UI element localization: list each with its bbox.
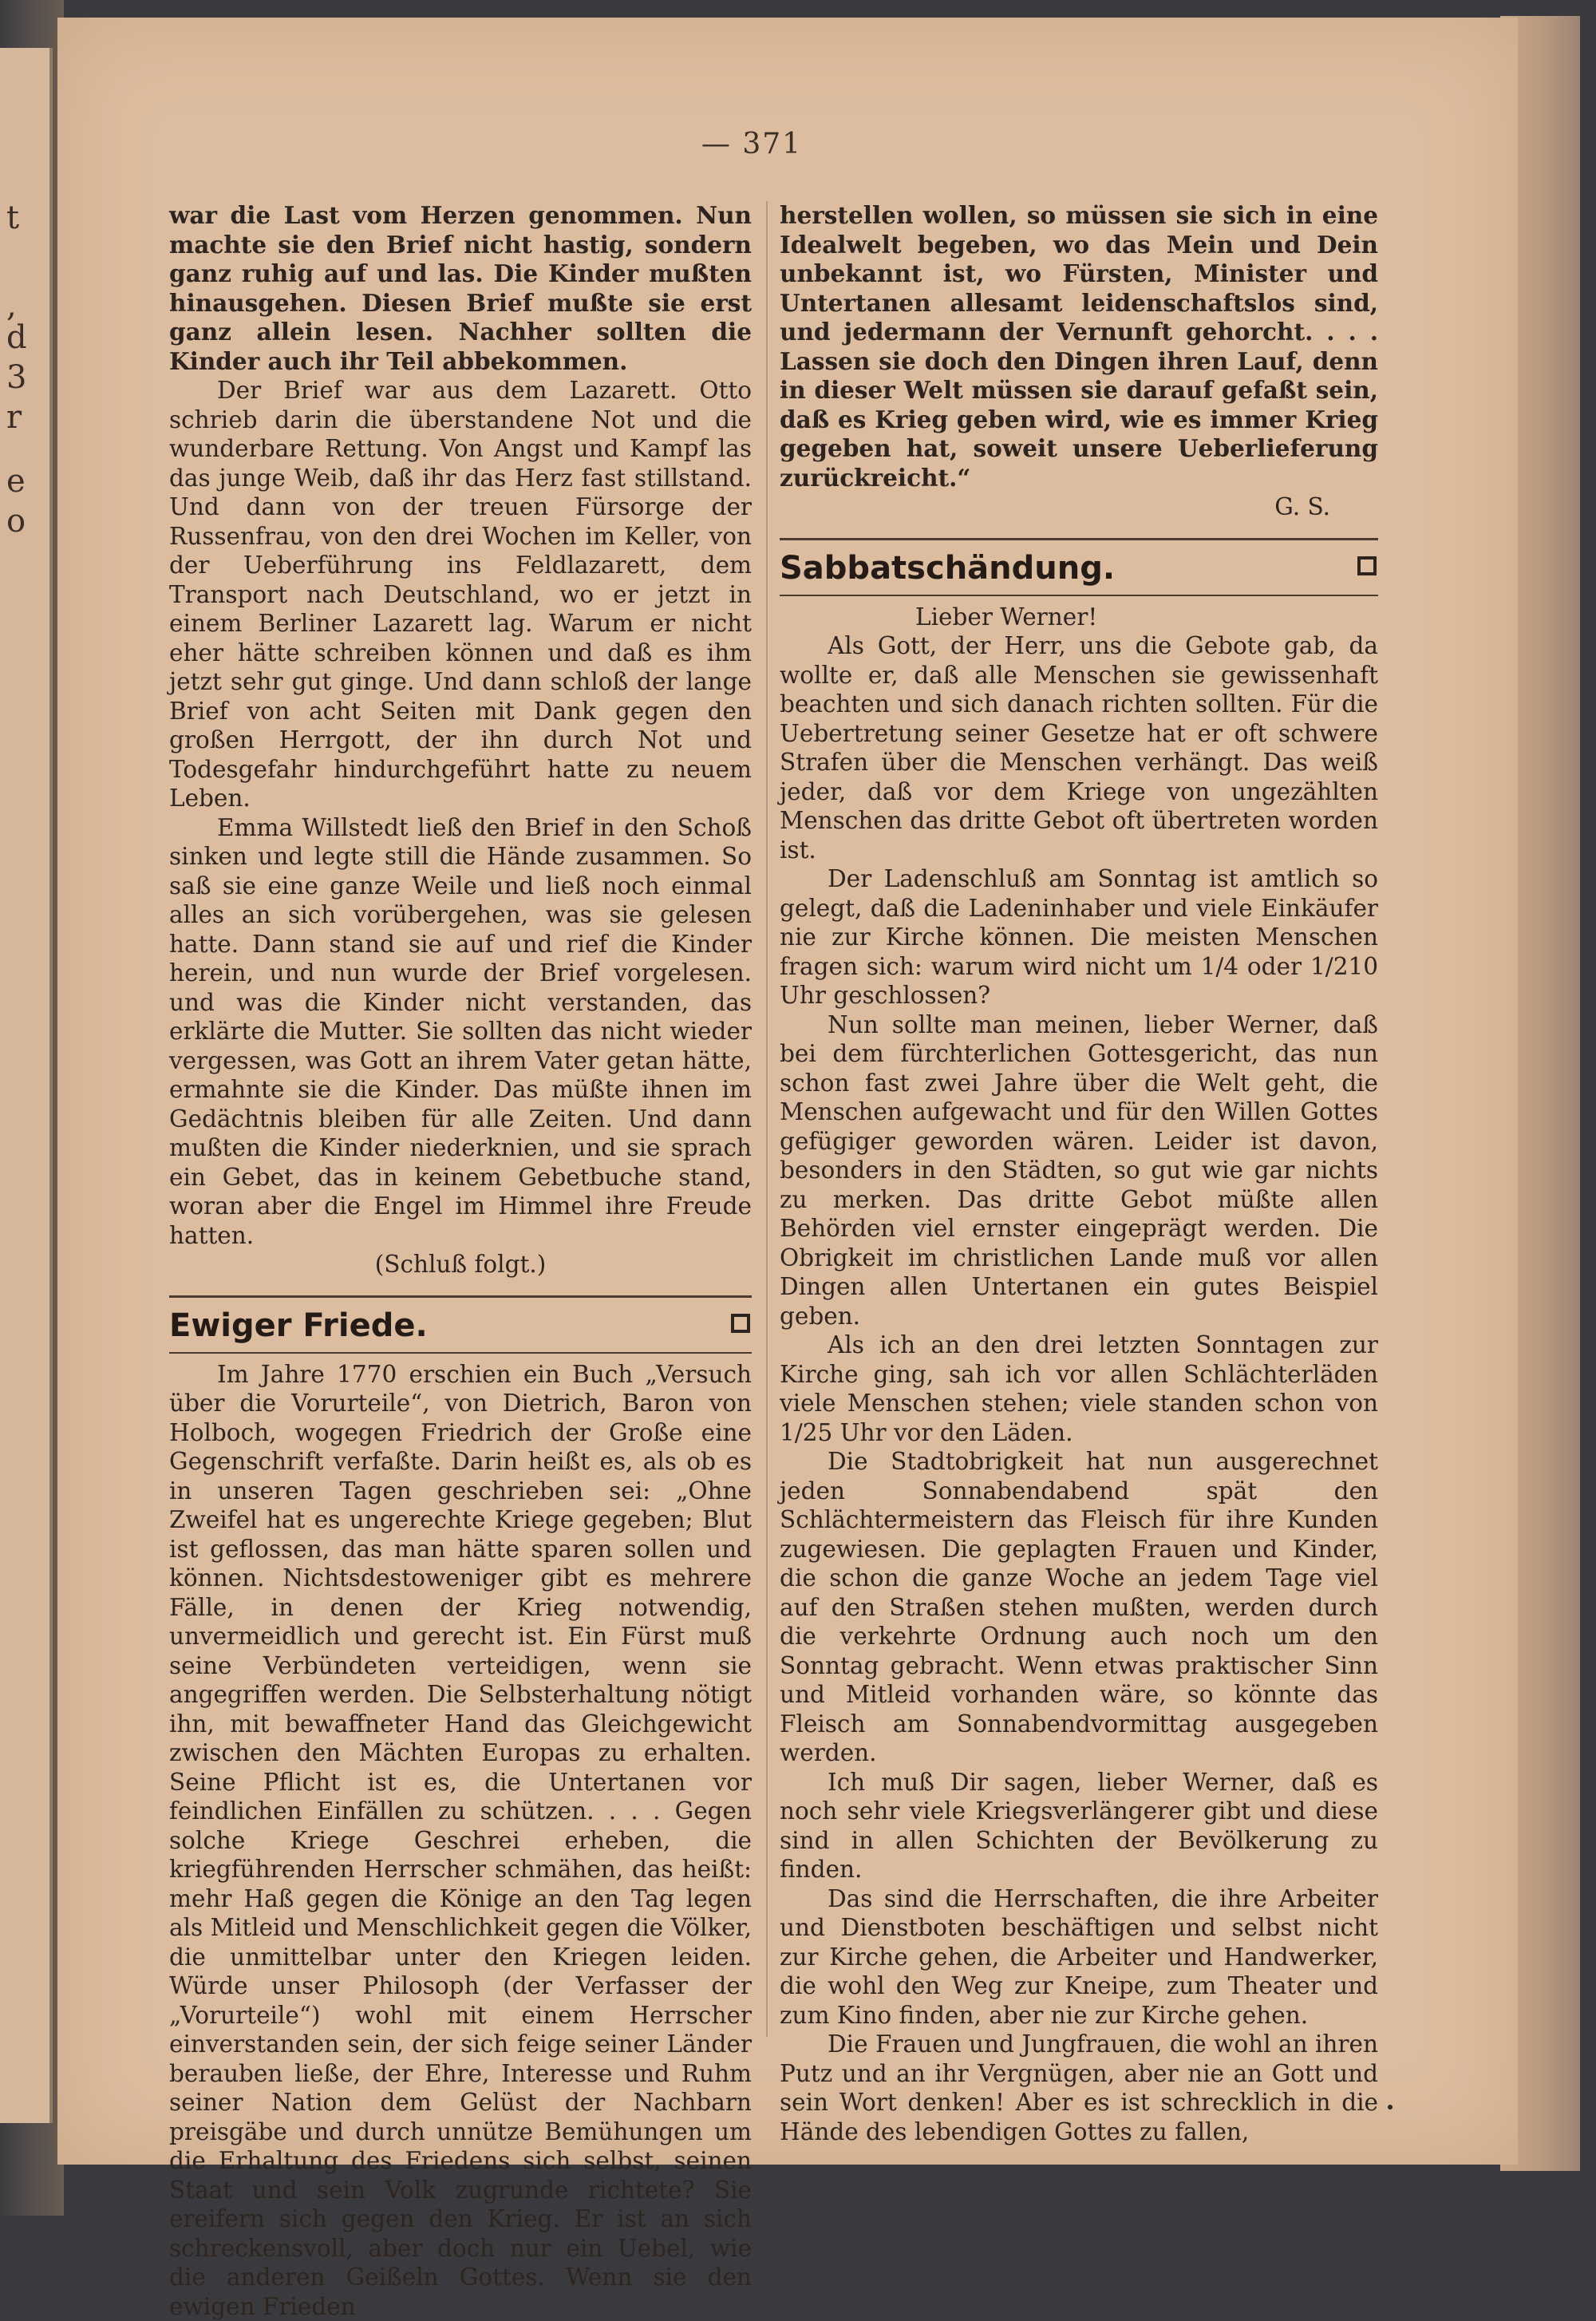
paragraph: Die Frauen und Jungfrauen, die wohl an ihren Putz und an ihr Vergnügen, aber nie an Gott und sein Wort denken! Aber es ist schrecklich in die Hände des lebendigen Gottes zu fallen, [780,2030,1378,2146]
section-divider [780,538,1378,540]
section-divider [169,1295,752,1298]
edge-glyph: t [6,200,19,236]
square-ornament-icon [1357,556,1377,575]
paragraph: Der Brief war aus dem Lazarett. Otto schrieb darin die überstandene Not und die wunderbare Rettung. Von Angst und Kampf las das junge Weib, daß ihr das Herz fast stillstand. Und dann von der treuen Fürsorge der Russenfrau, von den drei Wochen im Keller, von der Ueberführung ins Feldlazarett, dem Transport nach Deutschland, wo er jetzt in einem Berliner Lazarett lag. Warum er nicht eher hätte schreiben können und daß es ihm jetzt sehr gut ginge. Und dann schloß der lange Brief von acht Seiten mit Dank gegen den großen Herrgott, der ihn durch Not und Todesgefahr hindurchgeführt hatte zu neuem Leben. [169,376,752,813]
paragraph: Der Ladenschluß am Sonntag ist amtlich so gelegt, daß die Ladeninhaber und viele Einkäufer nie zur Kirche können. Die meisten Menschen fragen sich: warum wird nicht um 1/4 oder 1/210 Uhr geschlossen? [780,864,1378,1010]
column-rule [766,201,768,2037]
book-page [57,18,1518,2165]
left-column [169,201,752,2321]
salutation: Lieber Werner! [780,603,1378,632]
edge-glyph: , [6,287,17,324]
article-title: Ewiger Friede. [169,1301,752,1350]
paragraph: Die Stadtobrigkeit hat nun ausgerechnet jeden Sonnabendabend spät den Schlächtermeistern das Fleisch für ihre Kunden zugewiesen. Die geplagten Frauen und Kinder, die schon die ganze Woche an jedem Tage viel auf den Straßen stehen mußten, werden durch die verkehrte Ordnung auch noch um den Sonntag gebracht. Wenn etwas praktischer Sinn und Mitleid vorhanden wäre, so könnte das Fleisch am Sonnabendvormittag ausgegeben werden. [780,1447,1378,1768]
paragraph: war die Last vom Herzen genommen. Nun machte sie den Brief nicht hastig, sondern ganz ruhig auf und las. Die Kinder mußten hinausgehen. Diesen Brief mußte sie erst ganz allein lesen. Nachher sollten die Kinder auch ihr Teil abbekommen. [169,201,752,376]
left-page-edge [0,48,53,2123]
article-title: Sabbatschändung. [780,544,1378,593]
paragraph: Als Gott, der Herr, uns die Gebote gab, da wollte er, daß alle Menschen sie gewissenhaft beachten und sich danach richten sollten. Für die Uebertretung seiner Gesetze hat er oft schwere Strafen über die Menschen verhängt. Das weiß jeder, daß vor dem Kriege von ungezählten Menschen das dritte Gebot oft übertreten worden ist. [780,631,1378,864]
right-column [780,201,1378,2146]
edge-glyph: o [6,503,26,540]
paragraph: Nun sollte man meinen, lieber Werner, daß bei dem fürchterlichen Gottesgericht, das nun schon fast zwei Jahre über die Welt geht, die Menschen aufgewacht und für den Willen Gottes gefügiger geworden wären. Leider ist davon, besonders in den Städten, so gut wie gar nichts zu merken. Das dritte Gebot müßte allen Behörden viel ernster eingeprägt werden. Die Obrigkeit im christlichen Lande muß vor allen Dingen allen Untertanen ein gutes Beispiel geben. [780,1010,1378,1331]
article-header [780,544,1378,596]
article-header [169,1301,752,1354]
ink-dot [1388,2105,1393,2109]
continuation-note: (Schluß folgt.) [169,1250,752,1279]
paragraph: Im Jahre 1770 erschien ein Buch „Versuch über die Vorurteile“, von Dietrich, Baron von Holboch, wogegen Friedrich der Große eine Gegenschrift verfaßte. Darin heißt es, als ob es in unseren Tagen geschrieben sei: „Ohne Zweifel hat es ungerechte Kriege gegeben; Blut ist geflossen, das man hätte sparen sollen und können. Nichtsdestoweniger gibt es mehrere Fälle, in denen der Krieg notwendig, unvermeidlich und gerecht ist. Ein Fürst muß seine Verbündeten verteidigen, wenn sie angegriffen werden. Die Selbsterhaltung nötigt ihn, mit bewaffneter Hand das Gleichgewicht zwischen den Mächten Europas zu erhalten. Seine Pflicht ist es, die Untertanen vor feindlichen Einfällen zu schützen. . . . Gegen solche Kriege Geschrei erheben, die kriegführenden Herrscher schmähen, das heißt: mehr Haß gegen die Könige an den Tag legen als Mitleid und Menschlichkeit gegen die Völker, die unmittelbar unter den Kriegen leiden. Würde unser Philosoph (der Verfasser der „Vorurteile“) wohl mit einem Herrscher einverstanden sein, der sich feige seiner Länder berauben ließe, der Ehre, Interesse und Ruhm seiner Nation dem Gelüst der Nachbarn preisgäbe und durch unnütze Bemühungen um die Erhaltung des Friedens sich selbst, seinen Staat und sein Volk zugrunde richtete? Sie ereifern sich gegen den Krieg. Er ist an sich schreckensvoll, aber doch nur ein Uebel, wie die anderen Geißeln Gottes. Wenn sie den ewigen Frieden [169,1360,752,2321]
paragraph: Ich muß Dir sagen, lieber Werner, daß es noch sehr viele Kriegsverlängerer gibt und diese sind in allen Schichten der Bevölkerung zu finden. [780,1768,1378,1884]
paragraph: herstellen wollen, so müssen sie sich in eine Idealwelt begeben, wo das Mein und Dein unbekannt ist, wo Fürsten, Minister und Untertanen allesamt leidenschaftslos sind, und jedermann der Vernunft gehorcht. . . . Lassen sie doch den Dingen ihren Lauf, denn in dieser Welt müssen sie darauf gefaßt sein, daß es Krieg geben wird, wie es immer Krieg gegeben hat, soweit unsere Ueberlieferung zurückreicht.“ [780,201,1378,492]
paragraph: Das sind die Herrschaften, die ihre Arbeiter und Dienstboten beschäftigen und selbst nicht zur Kirche gehen, die Arbeiter und Handwerker, die wohl den Weg zur Kneipe, zum Theater und zum Kino finden, aber nie zur Kirche gehen. [780,1884,1378,2030]
edge-glyph: 3 [6,359,26,396]
square-ornament-icon [731,1314,750,1333]
edge-glyph: e [6,463,26,500]
edge-glyph: d [6,319,27,356]
page-number: — 371 [688,128,816,160]
edge-glyph: r [6,399,22,436]
paragraph: Emma Willstedt ließ den Brief in den Schoß sinken und legte still die Hände zusammen. So saß sie eine ganze Weile und ließ noch einmal alles an sich vorübergehen, was sie gelesen hatte. Dann stand sie auf und rief die Kinder herein, und nun wurde der Brief vorgelesen. und was die Kinder nicht verstanden, das erklärte die Mutter. Sie sollten das nicht wieder vergessen, was Gott an ihrem Vater getan hätte, ermahnte sie die Kinder. Das müßte ihnen im Gedächtnis bleiben für alle Zeiten. Und dann mußten die Kinder niederknien, und sie sprach ein Gebet, das in keinem Gebetbuche stand, woran aber die Engel im Himmel ihre Freude hatten. [169,813,752,1251]
paragraph: Als ich an den drei letzten Sonntagen zur Kirche ging, sah ich vor allen Schlächterläden viele Menschen stehen; viele standen schon von 1/25 Uhr vor den Läden. [780,1331,1378,1447]
author-signature: G. S. [780,492,1378,522]
